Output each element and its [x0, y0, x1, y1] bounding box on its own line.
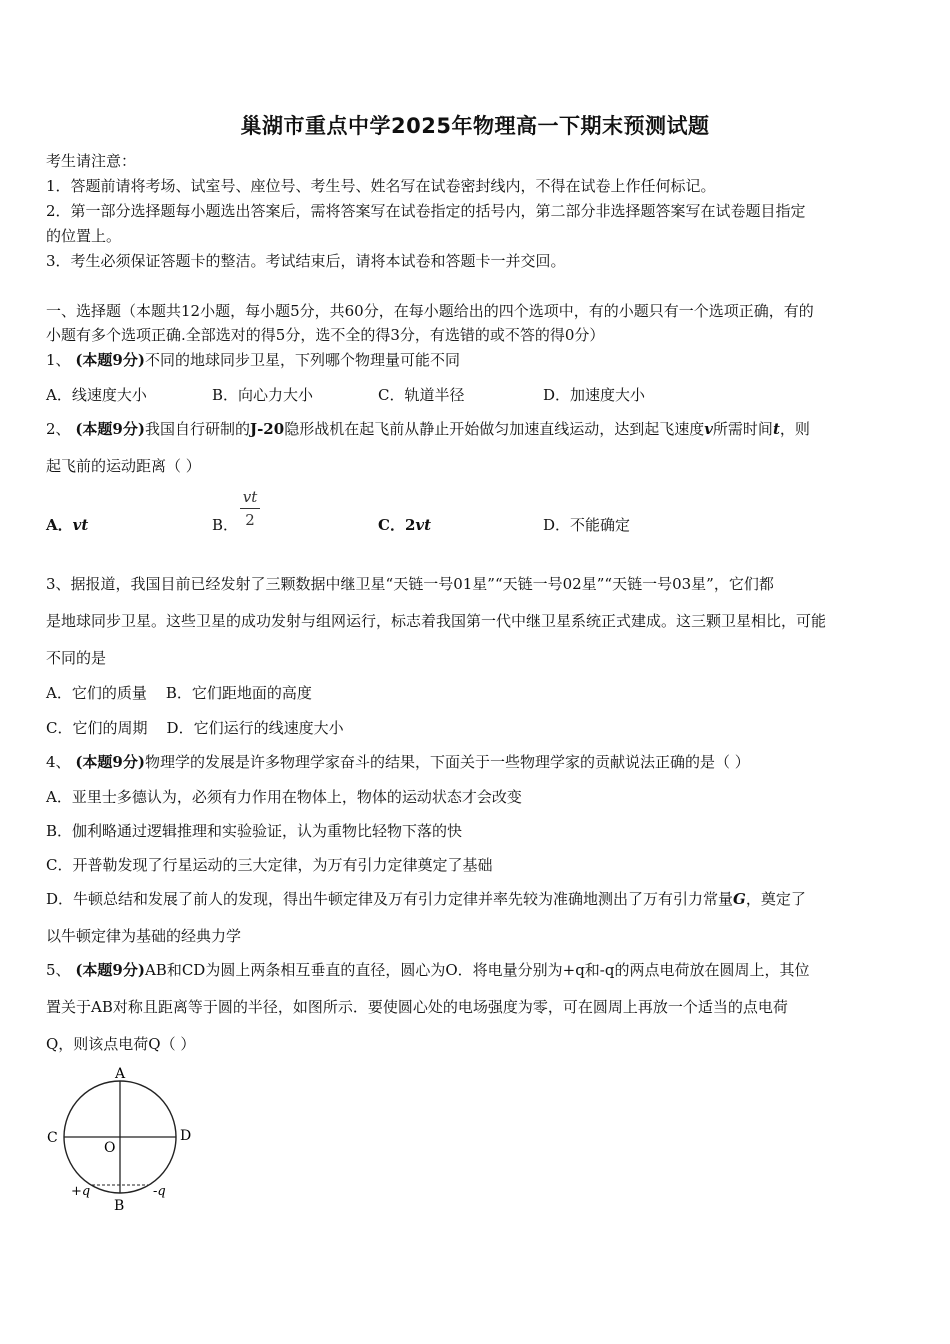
- notice-item-2: 2．第一部分选择题每小题选出答案后，需将答案写在试卷指定的括号内，第二部分非选择题答案写在试卷题目指定: [46, 202, 806, 220]
- question-2-option-b-fraction: [238, 488, 262, 529]
- label-c: C: [47, 1130, 58, 1146]
- label-plus-q: +q: [71, 1184, 91, 1199]
- question-2-option-b-label: B．: [212, 516, 239, 534]
- question-3-line1: 3、据报道，我国目前已经发射了三颗数据中继卫星“天链一号01星”“天链一号02星”“天链一号03星”，它们都: [46, 575, 774, 593]
- question-5: [46, 960, 809, 980]
- option-a-value: vt: [72, 516, 89, 534]
- fraction-denominator: 2: [245, 511, 255, 529]
- label-minus-q: -q: [153, 1184, 166, 1199]
- question-1-score: (本题9分): [75, 351, 145, 369]
- question-2-text-a: 我国自行研制的: [144, 420, 250, 438]
- option-c-label: C．: [378, 516, 405, 534]
- circle-figure: [40, 1062, 210, 1222]
- notice-heading: 考生请注意：: [46, 152, 137, 170]
- label-b: B: [114, 1198, 125, 1214]
- question-1-number: 1、: [46, 351, 71, 369]
- question-5-score: (本题9分): [75, 961, 145, 979]
- question-2-text-b: 隐形战机在起飞前从静止开始做匀加速直线运动，达到起飞速度: [284, 420, 705, 438]
- question-1-option-d: D．加速度大小: [543, 386, 646, 404]
- notice-item-2-cont: 的位置上。: [46, 227, 122, 245]
- question-4-option-d-cont: 以牛顿定律为基础的经典力学: [46, 927, 242, 945]
- label-o: O: [104, 1140, 116, 1156]
- question-2-option-a: [46, 515, 88, 535]
- question-5-line3: Q，则该点电荷Q（ ）: [46, 1035, 196, 1053]
- question-4-option-c: C．开普勒发现了行星运动的三大定律，为万有引力定律奠定了基础: [46, 856, 493, 874]
- option-d-text-end: ，奠定了: [745, 890, 806, 908]
- question-4: [46, 752, 750, 772]
- question-2-text-c: 所需时间: [712, 420, 773, 438]
- option-d-text: D．牛顿总结和发展了前人的发现，得出牛顿定律及万有引力定律并率先较为准确地测出了万有引力常量: [46, 890, 734, 908]
- label-a: A: [115, 1066, 126, 1082]
- option-d-var: G: [733, 890, 746, 908]
- question-2-option-c: [378, 515, 431, 535]
- question-5-line2: 置关于AB对称且距离等于圆的半径，如图所示．要使圆心处的电场强度为零，可在圆周上再放一个适当的点电荷: [46, 998, 788, 1016]
- label-d: D: [180, 1128, 192, 1144]
- page-title: 巢湖市重点中学2025年物理高一下期末预测试题: [240, 114, 710, 138]
- question-1-option-a: A．线速度大小: [46, 386, 147, 404]
- question-1-option-b: B．向心力大小: [212, 386, 314, 404]
- question-2: [46, 419, 810, 439]
- question-2-var-v: v: [704, 420, 713, 438]
- question-1: [46, 350, 460, 370]
- option-a-label: A．: [46, 516, 73, 534]
- question-4-option-a: A．亚里士多德认为，必须有力作用在物体上，物体的运动状态才会改变: [46, 788, 522, 806]
- question-1-text: 不同的地球同步卫星，下列哪个物理量可能不同: [144, 351, 460, 369]
- question-2-var-t: t: [772, 420, 780, 438]
- option-c-value: vt: [415, 516, 432, 534]
- question-4-text: 物理学的发展是许多物理学家奋斗的结果，下面关于一些物理学家的贡献说法正确的是（ ）: [144, 753, 750, 771]
- question-4-option-b: B．伽利略通过逻辑推理和实验验证，认为重物比轻物下落的快: [46, 822, 463, 840]
- question-2-jet: J-20: [249, 420, 285, 438]
- question-2-line2: 起飞前的运动距离（ ）: [46, 457, 201, 475]
- question-3-line3: 不同的是: [46, 649, 107, 667]
- question-1-option-c: C．轨道半径: [378, 386, 465, 404]
- question-5-number: 5、: [46, 961, 71, 979]
- notice-item-3: 3．考生必须保证答题卡的整洁。考试结束后，请将本试卷和答题卡一并交回。: [46, 252, 566, 270]
- fraction-numerator: vt: [242, 488, 258, 506]
- question-2-score: (本题9分): [75, 420, 145, 438]
- question-4-score: (本题9分): [75, 753, 145, 771]
- fraction-bar: [240, 508, 260, 509]
- option-c-coef: 2: [404, 516, 416, 534]
- question-2-option-d: D．不能确定: [543, 516, 631, 534]
- question-4-number: 4、: [46, 753, 71, 771]
- notice-item-1: 1．答题前请将考场、试室号、座位号、考生号、姓名写在试卷密封线内，不得在试卷上作任何标记。: [46, 177, 716, 195]
- question-2-number: 2、: [46, 420, 71, 438]
- section-heading-line2: 小题有多个选项正确.全部选对的得5分，选不全的得3分，有选错的或不答的得0分）: [46, 326, 605, 344]
- section-heading-line1: 一、选择题（本题共12小题，每小题5分，共60分，在每小题给出的四个选项中，有的小题只有一个选项正确，有的: [46, 302, 814, 320]
- question-3-options-ab: A．它们的质量 B．它们距地面的高度: [46, 684, 312, 702]
- question-2-text-d: ，则: [779, 420, 810, 438]
- question-3-line2: 是地球同步卫星。这些卫星的成功发射与组网运行，标志着我国第一代中继卫星系统正式建成。这三颗卫星相比，可能: [46, 612, 827, 630]
- question-3-options-cd: C．它们的周期 D．它们运行的线速度大小: [46, 719, 344, 737]
- question-5-line1: AB和CD为圆上两条相互垂直的直径，圆心为O．将电量分别为+q和-q的两点电荷放在圆周上，其位: [144, 961, 810, 979]
- question-4-option-d: [46, 889, 806, 909]
